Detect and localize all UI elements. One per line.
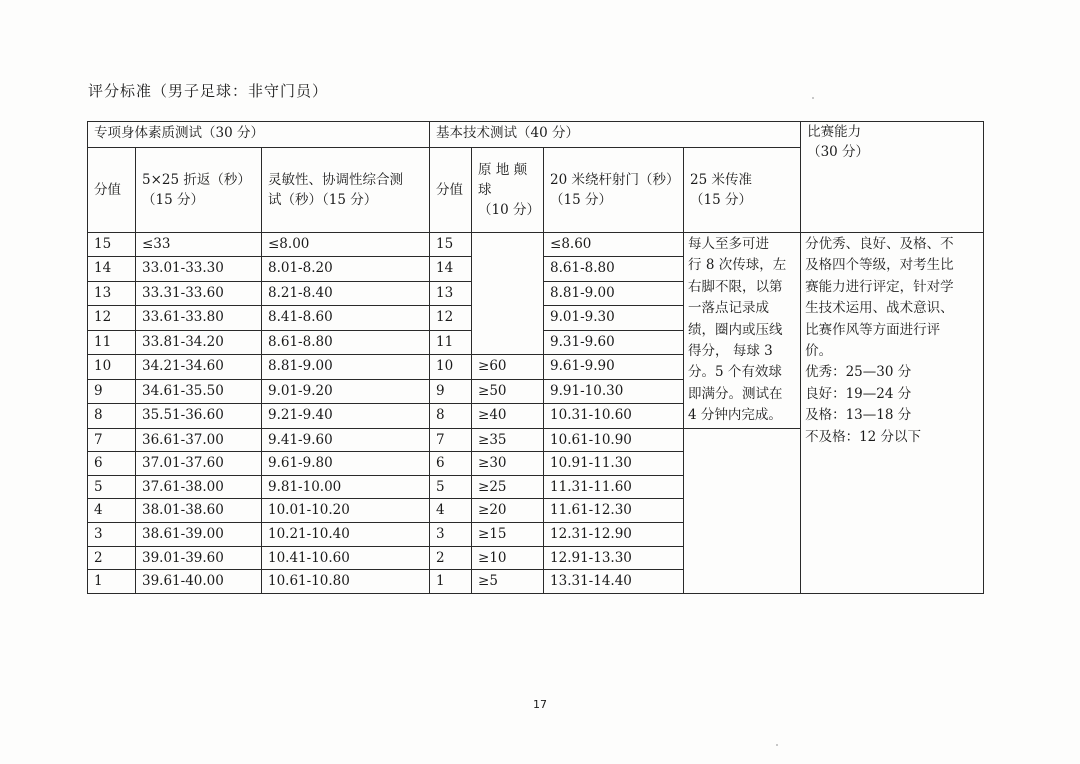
score2-cell: 4	[430, 499, 472, 523]
score-cell: 1	[88, 570, 136, 594]
dribble-cell: 9.91-10.30	[544, 379, 684, 403]
score2-cell: 3	[430, 523, 472, 547]
dribble-cell: 9.31-9.60	[544, 330, 684, 354]
agility-cell: 10.61-10.80	[262, 570, 430, 594]
dribble-cell: 11.31-11.60	[544, 475, 684, 499]
agility-cell: 9.21-9.40	[262, 404, 430, 428]
score-cell: 2	[88, 546, 136, 570]
score2-cell: 11	[430, 330, 472, 354]
shuttle-cell: 37.01-37.60	[136, 452, 262, 476]
juggle-cell: ≥60	[472, 355, 544, 379]
juggle-cell: ≥20	[472, 499, 544, 523]
score-cell: 10	[88, 355, 136, 379]
shuttle-cell: 38.61-39.00	[136, 523, 262, 547]
agility-cell: 10.21-10.40	[262, 523, 430, 547]
dribble-cell: 10.91-11.30	[544, 452, 684, 476]
score-cell: 14	[88, 257, 136, 281]
shuttle-cell: 37.61-38.00	[136, 475, 262, 499]
dribble-header: 20 米绕杆射门（秒） （15 分）	[544, 148, 684, 233]
agility-cell: 8.21-8.40	[262, 281, 430, 305]
scan-speck	[776, 744, 778, 746]
score-cell: 9	[88, 379, 136, 403]
page-title: 评分标准（男子足球：非守门员）	[88, 82, 329, 100]
juggle-cell: ≥40	[472, 404, 544, 428]
shuttle-cell: 33.01-33.30	[136, 257, 262, 281]
dribble-cell: 13.31-14.40	[544, 570, 684, 594]
dribble-cell: 9.61-9.90	[544, 355, 684, 379]
score2-cell: 7	[430, 428, 472, 452]
agility-header: 灵敏性、协调性综合测 试（秒）（15 分）	[262, 148, 430, 233]
juggle-cell: ≥15	[472, 523, 544, 547]
scoring-table	[87, 121, 984, 594]
dribble-cell: 8.61-8.80	[544, 257, 684, 281]
agility-cell: 9.41-9.60	[262, 428, 430, 452]
table-row	[88, 233, 984, 257]
shuttle-cell: 33.31-33.60	[136, 281, 262, 305]
score-cell: 4	[88, 499, 136, 523]
shuttle-cell: 35.51-36.60	[136, 404, 262, 428]
score-cell: 3	[88, 523, 136, 547]
agility-cell: 9.81-10.00	[262, 475, 430, 499]
score2-cell: 9	[430, 379, 472, 403]
juggle-cell: ≥50	[472, 379, 544, 403]
juggle-cell: ≥5	[472, 570, 544, 594]
dribble-cell: 10.31-10.60	[544, 404, 684, 428]
scan-speck	[812, 97, 814, 99]
score2-cell: 14	[430, 257, 472, 281]
shuttle-cell: ≤33	[136, 233, 262, 257]
score2-cell: 15	[430, 233, 472, 257]
score-cell: 7	[88, 428, 136, 452]
agility-cell: 8.41-8.60	[262, 306, 430, 330]
shuttle-cell: 33.61-33.80	[136, 306, 262, 330]
shuttle-cell: 36.61-37.00	[136, 428, 262, 452]
score-cell: 13	[88, 281, 136, 305]
dribble-cell: ≤8.60	[544, 233, 684, 257]
score2-cell: 10	[430, 355, 472, 379]
shuttle-cell: 33.81-34.20	[136, 330, 262, 354]
shuttle-cell: 34.61-35.50	[136, 379, 262, 403]
group-fitness-header: 专项身体素质测试（30 分）	[88, 122, 430, 148]
score-cell: 15	[88, 233, 136, 257]
agility-cell: 8.81-9.00	[262, 355, 430, 379]
agility-cell: 8.61-8.80	[262, 330, 430, 354]
score2-cell: 2	[430, 546, 472, 570]
dribble-cell: 11.61-12.30	[544, 499, 684, 523]
shuttle-header: 5×25 折返（秒） （15 分）	[136, 148, 262, 233]
dribble-cell: 10.61-10.90	[544, 428, 684, 452]
competition-header: 比赛能力 （30 分）	[801, 122, 984, 233]
shuttle-cell: 39.61-40.00	[136, 570, 262, 594]
agility-cell: 9.01-9.20	[262, 379, 430, 403]
score2-header: 分值	[430, 148, 472, 233]
juggle-cell	[472, 233, 544, 355]
juggle-cell: ≥30	[472, 452, 544, 476]
juggle-cell: ≥10	[472, 546, 544, 570]
agility-cell: ≤8.00	[262, 233, 430, 257]
pass-empty-cell	[684, 428, 801, 593]
score-cell: 5	[88, 475, 136, 499]
group-header-row	[88, 122, 984, 148]
competition-description: 分优秀、良好、及格、不 及格四个等级，对考生比 赛能力进行评定，针对学 生技术运用、战术意识、 比赛作风等方面进行评 价。 优秀：25—30 分 良好：19—24 分 及格：13—18 分 不及格：12 分以下	[801, 233, 984, 594]
shuttle-cell: 38.01-38.60	[136, 499, 262, 523]
dribble-cell: 12.31-12.90	[544, 523, 684, 547]
agility-cell: 10.41-10.60	[262, 546, 430, 570]
dribble-cell: 12.91-13.30	[544, 546, 684, 570]
juggle-header: 原 地 颠 球 （10 分）	[472, 148, 544, 233]
score2-cell: 12	[430, 306, 472, 330]
score2-cell: 13	[430, 281, 472, 305]
shuttle-cell: 34.21-34.60	[136, 355, 262, 379]
shuttle-cell: 39.01-39.60	[136, 546, 262, 570]
score-cell: 11	[88, 330, 136, 354]
group-technique-header: 基本技术测试（40 分）	[430, 122, 801, 148]
pass-description: 每人至多可进 行 8 次传球，左 右脚不限，以第 一落点记录成 绩，圈内或压线 得分， 每球 3 分。5 个有效球 即满分。测试在 4 分钟内完成。	[684, 233, 801, 429]
agility-cell: 10.01-10.20	[262, 499, 430, 523]
dribble-cell: 9.01-9.30	[544, 306, 684, 330]
dribble-cell: 8.81-9.00	[544, 281, 684, 305]
score2-cell: 6	[430, 452, 472, 476]
juggle-cell: ≥25	[472, 475, 544, 499]
score2-cell: 8	[430, 404, 472, 428]
pass-header: 25 米传准 （15 分）	[684, 148, 801, 233]
agility-cell: 9.61-9.80	[262, 452, 430, 476]
score-cell: 6	[88, 452, 136, 476]
score2-cell: 5	[430, 475, 472, 499]
score-header: 分值	[88, 148, 136, 233]
score2-cell: 1	[430, 570, 472, 594]
score-cell: 8	[88, 404, 136, 428]
juggle-cell: ≥35	[472, 428, 544, 452]
page-number: 17	[533, 698, 547, 711]
agility-cell: 8.01-8.20	[262, 257, 430, 281]
score-cell: 12	[88, 306, 136, 330]
